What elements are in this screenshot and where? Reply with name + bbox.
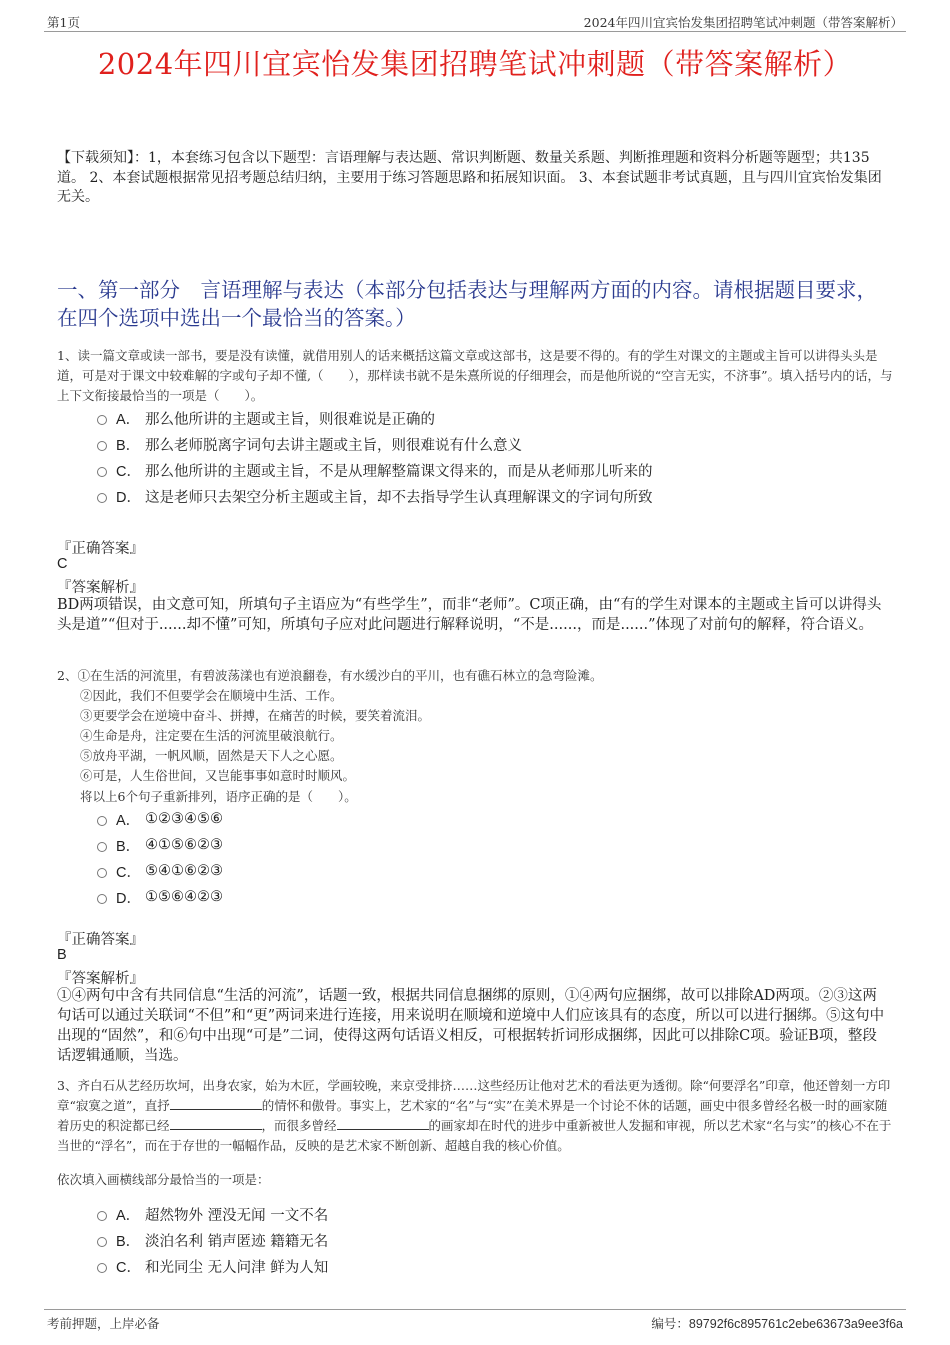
analysis-2: ①④两句中含有共同信息“生活的河流”，话题一致，根据共同信息捆绑的原则，①④两句应捆绑，故可以排除AD两项。②③这两句话可以通过关联词“不但”和“更”两词来进行连接，用来说明在顺境和逆境中人们应该具有的态度，所以可以进行捆绑。⑤这句中出现的“固然”，和⑥句中出现“可是”二词，使得这两句话语义相反，可根据转折词形成捆绑，因此可以排除C项。验证B项，整段话逻辑通顺，当选。 [57,988,885,1064]
answer-heading-2: 『正确答案』 [57,932,144,948]
blank-1[interactable] [170,1097,262,1110]
option-3-b[interactable]: B． 淡泊名利 销声匿迹 籍籍无名 [97,1229,328,1251]
answer-1: C [57,556,68,572]
question-1-stem: 1、读一篇文章或读一部书，要是没有读懂，就借用别人的话来概括这篇文章或这部书，这是要不得的。有的学生对课文的主题或主旨可以讲得头头是道，可是对于课文中较难解的字或句子却不懂,（ ），那样读书就不是朱熹所说的仔细理会，而是他所说的“空言无实，不济事”。填入括号内的话，与上下文衔接最恰当的一项是（ ）。 [57,348,893,403]
question-3-stem: 3、齐白石从艺经历坎坷，出身农家，始为木匠，学画较晚，来京受排挤……这些经历让他对艺术的看法更为透彻。除“何要浮名”印章，他还曾刻一方印章“寂寞之道”，直抒 的情怀和傲骨。事实上，艺术家的“名”与“实”在美术界是一个讨论不休的话题，画史中很多曾经名极一时的画家随着历史的积淀都已经 ，而很多曾经 的画家却在时代的进步中重新被世人发掘和审视，所以艺术家“名与实”的核心不在于当世的“浮名”，而在于存世的一幅幅作品，反映的是艺术家不断创新、超越自我的核心价值。 [57,1078,892,1153]
option-2-c[interactable]: C． ⑤④①⑥②③ [97,860,223,882]
radio-icon[interactable] [97,467,107,477]
option-2-a[interactable]: A． ①②③④⑤⑥ [97,808,223,830]
radio-icon[interactable] [97,441,107,451]
radio-icon[interactable] [97,493,107,503]
option-2-b[interactable]: B． ④①⑤⑥②③ [97,834,223,856]
analysis-1: BD两项错误，由文意可知，所填句子主语应为“有些学生”，而非“老师”。C项正确，由“有的学生对课本的主题或主旨可以讲得头头是道”“但对于......却不懂”可知，所填句子应对此问题进行解释说明，“不是......，而是......”体现了对前句的解释，符合语义。 [57,597,882,633]
download-notice: 【下载须知】：1，本套练习包含以下题型：言语理解与表达题、常识判断题、数量关系题、判断推理题和资料分析题等题型；共135道。 2、本套试题根据常见招考题总结归纳，主要用于练习答题思路和拓展知识面。 3、本套试题非考试真题，且与四川宜宾怡发集团无关。 [57,150,882,205]
radio-icon[interactable] [97,1237,107,1247]
question-2-line-3: ③更要学会在逆境中奋斗、拼搏，在痛苦的时候，要笑着流泪。 [80,708,431,723]
page-number: 第1页 [47,15,80,30]
question-1-options [97,407,653,507]
question-3-options [97,1203,328,1277]
radio-icon[interactable] [97,816,107,826]
question-2-prompt: 将以上6个句子重新排列，语序正确的是（ ）。 [80,789,357,804]
option-1-c[interactable]: C． 那么他所讲的主题或主旨，不是从理解整篇课文得来的，而是从老师那儿听来的 [97,459,653,481]
option-1-d[interactable]: D． 这是老师只去架空分析主题或主旨，却不去指导学生认真理解课文的字词句所致 [97,485,653,507]
section-heading: 一、第一部分 言语理解与表达（本部分包括表达与理解两方面的内容。请根据题目要求，在四个选项中选出一个最恰当的答案。） [57,278,877,330]
running-title: 2024年四川宜宾怡发集团招聘笔试冲刺题（带答案解析） [583,15,903,30]
option-3-a[interactable]: A． 超然物外 湮没无闻 一文不名 [97,1203,328,1225]
analysis-heading-1: 『答案解析』 [57,580,144,596]
question-2-line-6: ⑥可是，人生俗世间，又岂能事事如意时时顺风。 [80,768,356,783]
question-3-prompt: 依次填入画横线部分最恰当的一项是： [57,1172,270,1187]
question-2-line-2: ②因此，我们不但要学会在顺境中生活、工作。 [80,688,343,703]
question-2-line-1: 2、①在生活的河流里，有碧波荡漾也有逆浪翻卷，有水缓沙白的平川，也有礁石林立的急弯险滩。 [57,668,603,683]
radio-icon[interactable] [97,842,107,852]
radio-icon[interactable] [97,1211,107,1221]
page-title: 2024年四川宜宾怡发集团招聘笔试冲刺题（带答案解析） [97,47,853,81]
answer-2: B [57,947,67,963]
option-1-a[interactable]: A． 那么他所讲的主题或主旨，则很难说是正确的 [97,407,653,429]
radio-icon[interactable] [97,894,107,904]
radio-icon[interactable] [97,1263,107,1273]
analysis-heading-2: 『答案解析』 [57,971,144,987]
option-2-d[interactable]: D． ①⑤⑥④②③ [97,886,223,908]
option-1-b[interactable]: B． 那么老师脱离字词句去讲主题或主旨，则很难说有什么意义 [97,433,653,455]
footer-divider [44,1309,906,1310]
blank-2[interactable] [170,1117,262,1130]
radio-icon[interactable] [97,868,107,878]
question-2-line-4: ④生命是舟，注定要在生活的河流里破浪航行。 [80,728,343,743]
header-divider [44,31,906,32]
footer-slogan: 考前押题，上岸必备 [47,1316,160,1331]
document-code: 编号：89792f6c895761c2ebe63673a9ee3f6a [651,1316,903,1331]
answer-heading-1: 『正确答案』 [57,541,144,557]
option-3-c[interactable]: C． 和光同尘 无人问津 鲜为人知 [97,1255,328,1277]
question-2-options [97,808,223,908]
question-2-line-5: ⑤放舟平湖，一帆风顺，固然是天下人之心愿。 [80,748,343,763]
blank-3[interactable] [337,1117,429,1130]
radio-icon[interactable] [97,415,107,425]
